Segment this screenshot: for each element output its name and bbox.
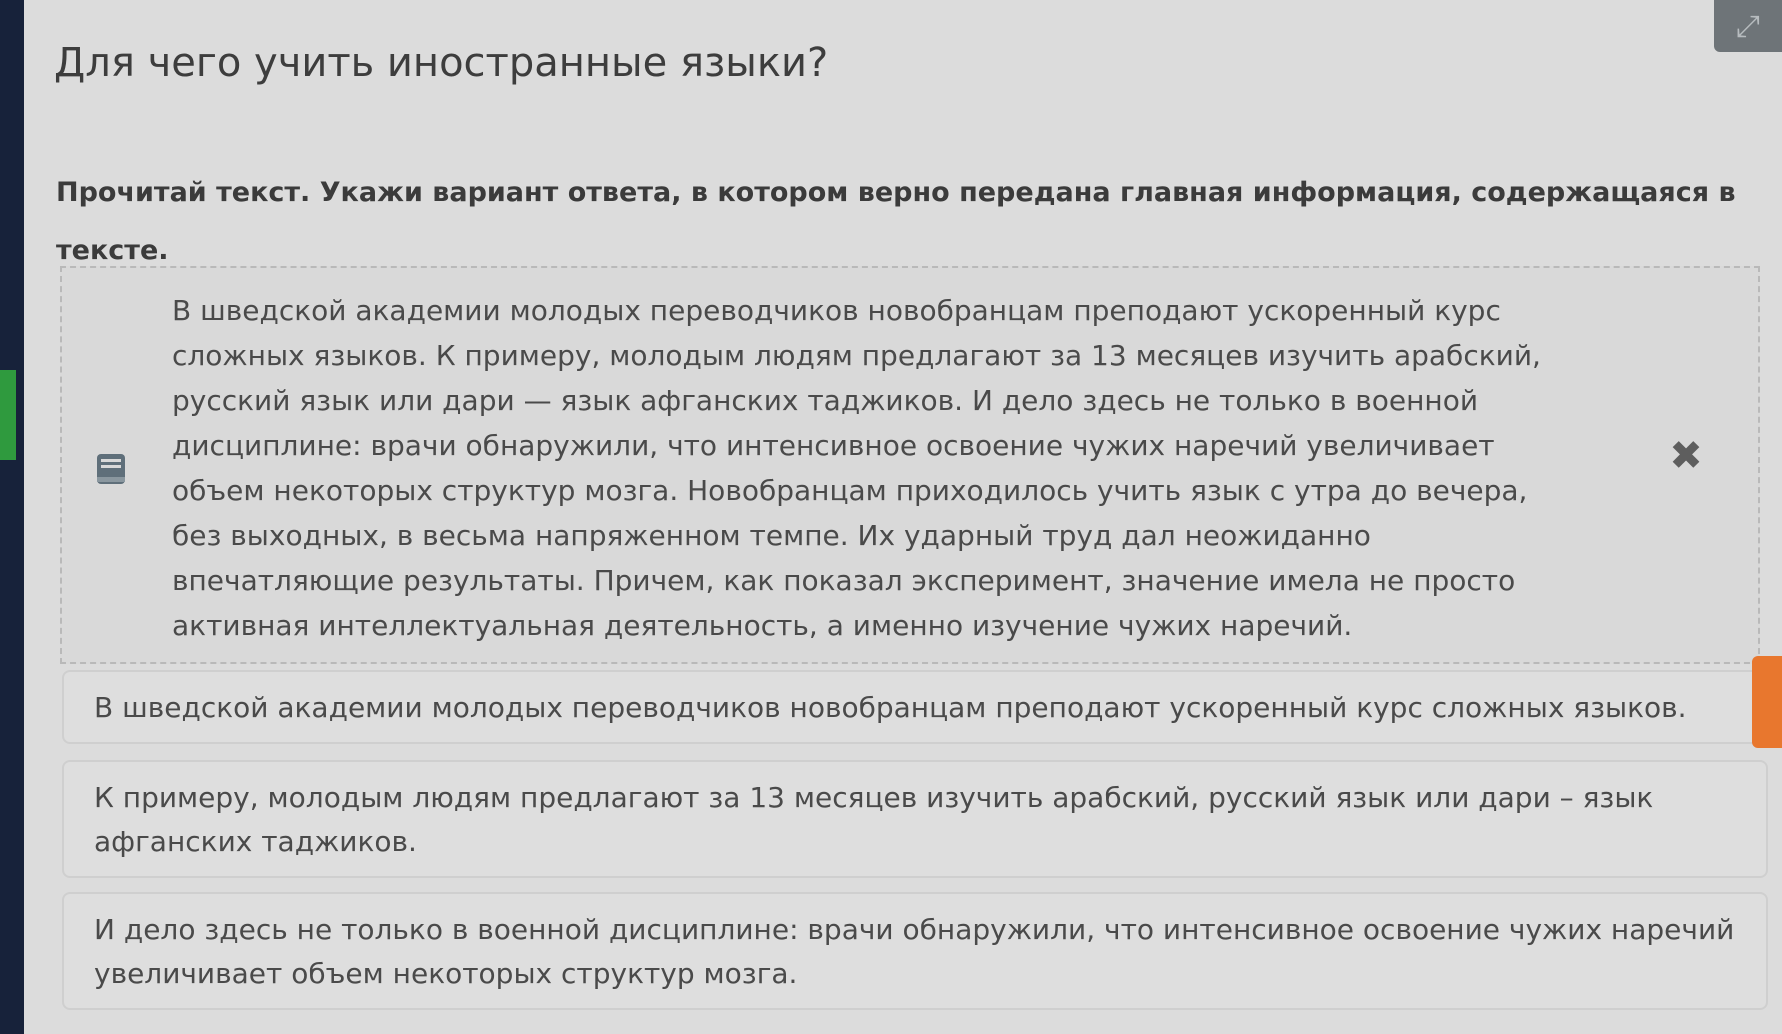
reading-passage: В шведской академии молодых переводчиков новобранцам преподают ускоренный курс сложных языков. К примеру, молодым людям предлагают за 13 месяцев изучить арабский, русский язык или дари — язык афганских таджиков. И дело здесь не только в военной дисциплине: врачи обнаружили, что интенсивное освоение чужих наречий увеличивает объем некоторых структур мозга. Новобранцам приходилось учить язык с утра до вечера, без выходных, в весьма напряженном темпе. Их ударный труд дал неожиданно впечатляющие результаты. Причем, как показал эксперимент, значение имела не просто активная интеллектуальная деятельность, а именно изучение чужих наречий.	[172, 294, 1541, 642]
answer-option-2[interactable]: К примеру, молодым людям предлагают за 13 месяцев изучить арабский, русский язык или дари – язык афганских таджиков.	[62, 760, 1768, 878]
book-icon	[92, 450, 130, 488]
side-tab[interactable]	[1752, 656, 1782, 748]
progress-marker	[0, 370, 16, 460]
close-icon[interactable]: ✖	[1669, 433, 1703, 479]
fullscreen-button[interactable]	[1714, 0, 1782, 52]
answer-option-3[interactable]: И дело здесь не только в военной дисциплине: врачи обнаружили, что интенсивное освоение чужих наречий увеличивает объем некоторых структур мозга.	[62, 892, 1768, 1010]
exercise-page	[24, 0, 1782, 1034]
answer-option-1[interactable]: В шведской академии молодых переводчиков новобранцам преподают ускоренный курс сложных языков.	[62, 670, 1768, 744]
task-instruction: Прочитай текст. Укажи вариант ответа, в котором верно передана главная информация, содержащаяся в тексте.	[56, 177, 1736, 266]
expand-icon: ⤢	[1736, 8, 1760, 44]
reading-text-panel	[60, 266, 1760, 664]
page-title: Для чего учить иностранные языки?	[54, 40, 829, 86]
left-frame	[0, 0, 24, 1034]
